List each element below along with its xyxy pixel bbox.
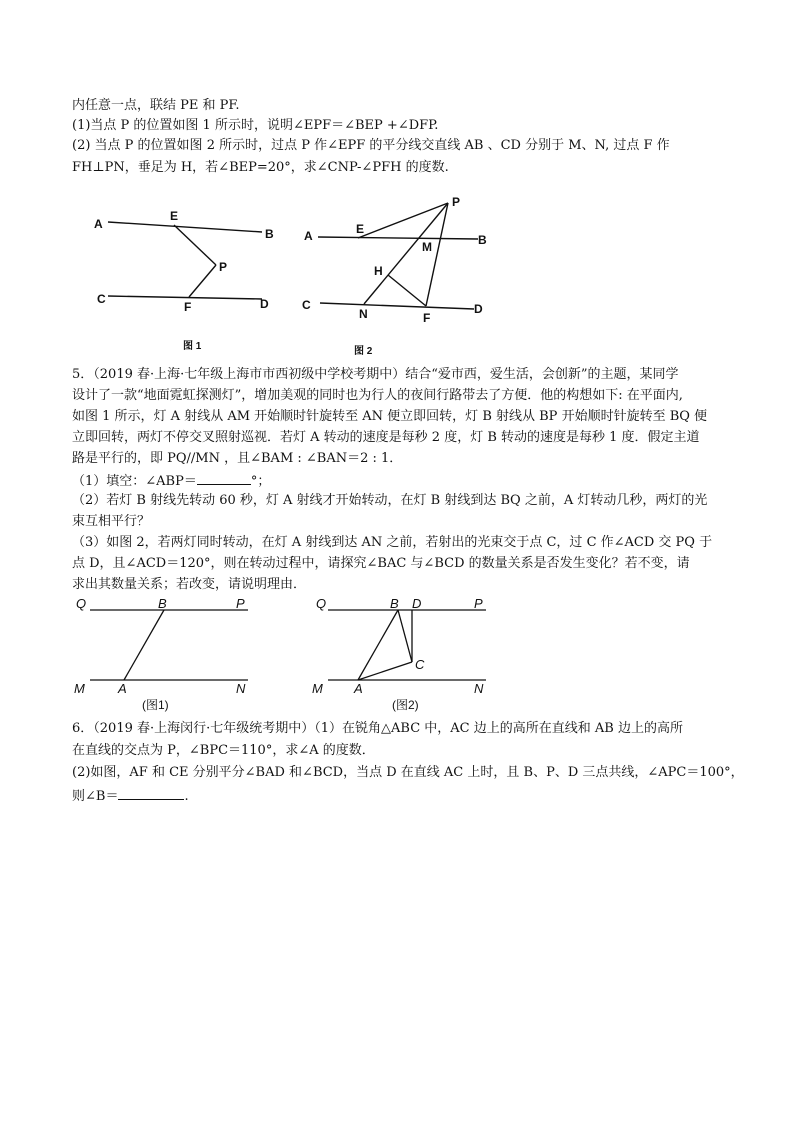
segment-fh <box>388 275 426 306</box>
p5-line-5: 路是平行的，即 PQ//MN ，且∠BAM : ∠BAN＝2 : 1． <box>72 451 403 466</box>
p5-line-3: 如图 1 所示，灯 A 射线从 AM 开始顺时针旋转至 AN 便立即回转，灯 B 射线从 BP 开始顺时针旋转至 BQ 便 <box>72 409 708 424</box>
label-d: D <box>260 297 269 311</box>
p4-line-4: FH⊥PN，垂足为 H，若∠BEP=20°，求∠CNP-∠PFH 的度数. <box>72 160 449 175</box>
label-a: A <box>354 681 363 696</box>
p5-line-11: 求出其数量关系；若改变，请说明理由． <box>72 577 307 592</box>
label-c: C <box>302 298 311 312</box>
figure-5-1-caption: (图1) <box>142 698 169 712</box>
label-c: C <box>415 657 425 672</box>
label-q: Q <box>76 596 87 611</box>
label-p: P <box>474 596 483 611</box>
segment-bc <box>398 610 412 662</box>
figure-4-2 <box>298 192 498 362</box>
figure-5-1 <box>72 592 262 717</box>
label-n: N <box>359 307 368 321</box>
label-e: E <box>356 222 365 236</box>
p6-q2-answer-blank <box>118 786 184 800</box>
figure-4-1 <box>88 205 288 355</box>
p5-q1-answer-blank <box>197 471 251 485</box>
label-h: H <box>374 264 383 278</box>
p5-line-9: （3）如图 2，若两灯同时转动，在灯 A 射线到达 AN 之前，若射出的光束交于点 C，过 C 作∠ACD 交 PQ 于 <box>72 535 713 550</box>
line-cd <box>320 303 474 309</box>
segment-ab <box>358 610 398 680</box>
label-c: C <box>97 292 106 306</box>
p6-q2-text: 则∠B＝ <box>72 789 119 804</box>
segment-pf <box>189 265 216 297</box>
p5-q1-text: （1）填空：∠ABP＝ <box>72 474 197 489</box>
segment-ab <box>124 610 164 680</box>
label-e: E <box>170 209 179 223</box>
p5-line-8: 束互相平行？ <box>72 514 151 529</box>
p5-line-7: （2）若灯 B 射线先转动 60 秒，灯 A 射线才开始转动，在灯 B 射线到达 BQ 之前，A 灯转动几秒，两灯的光 <box>72 493 708 508</box>
p6-line-1: 6．（2019 春·上海闵行·七年级统考期中）（1）在锐角△ABC 中，AC 边上的高所在直线和 AB 边上的高所 <box>72 721 683 736</box>
figure-4-1-caption: 图 1 <box>183 341 202 352</box>
p5-line-1: 5．（2019 春·上海·七年级上海市市西初级中学校考期中）结合“爱市西，爱生活，会创新”的主题，某同学 <box>72 367 679 382</box>
p6-line-4 <box>72 786 189 806</box>
line-ab <box>108 222 262 232</box>
p4-line-2: (1)当点 P 的位置如图 1 所示时，说明∠EPF＝∠BEP +∠DFP. <box>72 118 439 133</box>
segment-ep <box>358 203 448 238</box>
p5-q1-unit: °； <box>250 474 271 489</box>
figure-5-2 <box>312 592 502 717</box>
line-ab <box>318 237 478 239</box>
segment-pf <box>426 203 448 306</box>
label-b: B <box>390 596 399 611</box>
label-p: P <box>452 195 461 209</box>
p6-q2-end: . <box>184 789 189 804</box>
label-m: M <box>422 240 432 254</box>
label-p: P <box>236 596 245 611</box>
p5-line-2: 设计了一款“地面霓虹探测灯”，增加美观的同时也为行人的夜间行路带去了方便．他的构想如下: 在平面内, <box>72 388 683 403</box>
label-d: D <box>412 596 422 611</box>
label-m: M <box>74 681 85 696</box>
label-a: A <box>304 229 313 243</box>
label-b: B <box>265 227 274 241</box>
label-b: B <box>478 233 487 247</box>
figure-4-2-caption: 图 2 <box>354 346 373 357</box>
p4-line-1: 内任意一点，联结 PE 和 PF. <box>72 98 240 113</box>
label-f: F <box>423 311 431 325</box>
p5-line-4: 立即回转，两灯不停交叉照射巡视．若灯 A 转动的速度是每秒 2 度，灯 B 转动的速度是每秒 1 度．假定主道 <box>72 430 700 445</box>
p6-line-2: 在直线的交点为 P，∠BPC＝110°，求∠A 的度数． <box>72 743 375 758</box>
segment-ep <box>174 225 216 265</box>
label-n: N <box>236 681 246 696</box>
p4-line-3: (2) 当点 P 的位置如图 2 所示时，过点 P 作∠EPF 的平分线交直线 AB 、CD 分别于 M、N, 过点 F 作 <box>72 138 670 153</box>
label-a: A <box>118 681 127 696</box>
label-a: A <box>94 217 103 231</box>
label-d: D <box>474 302 483 316</box>
label-m: M <box>312 681 323 696</box>
label-p: P <box>219 260 228 274</box>
label-b: B <box>158 596 167 611</box>
label-q: Q <box>316 596 327 611</box>
label-f: F <box>184 300 192 314</box>
p6-line-3: (2)如图，AF 和 CE 分别平分∠BAD 和∠BCD，当点 D 在直线 AC 上时，且 B、P、D 三点共线，∠APC＝100°， <box>72 765 744 780</box>
p5-line-6 <box>72 471 270 491</box>
line-cd <box>108 296 262 299</box>
figure-5-2-caption: (图2) <box>392 698 419 712</box>
p5-line-10: 点 D，且∠ACD＝120°，则在转动过程中，请探究∠BAC 与∠BCD 的数量关系是否发生变化？若不变，请 <box>72 556 690 571</box>
label-n: N <box>474 681 484 696</box>
